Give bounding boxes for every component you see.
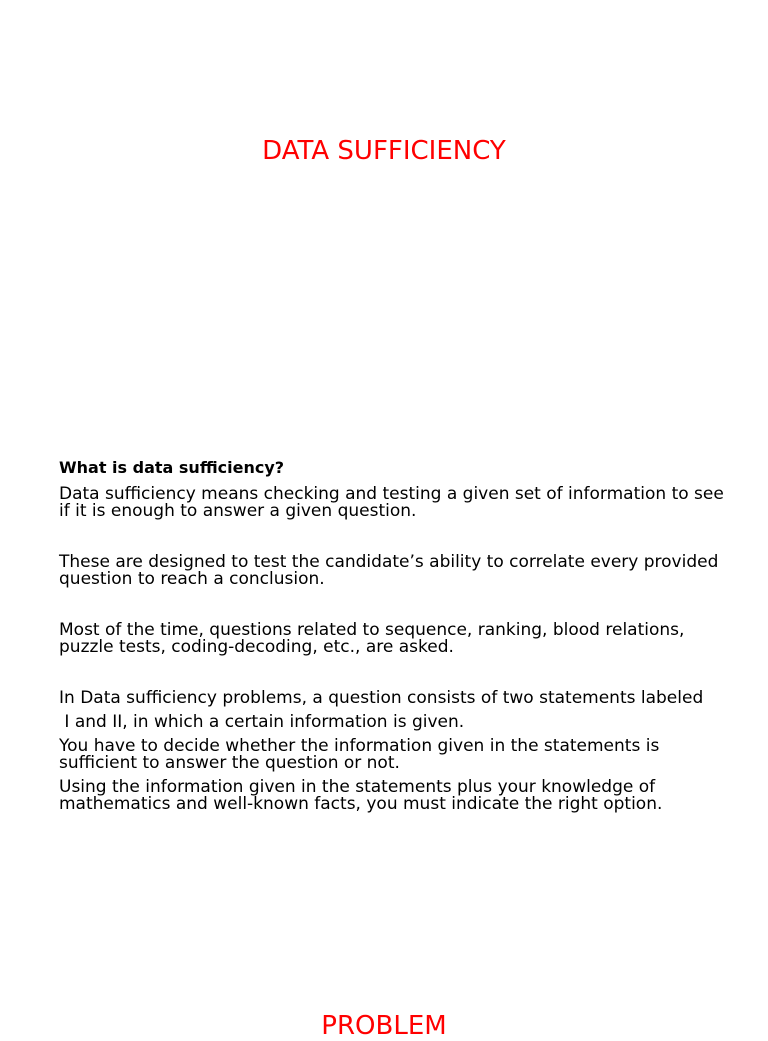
slide-body — [59, 456, 739, 813]
paragraph-problem-structure: In Data sufficiency problems, a question consists of two statements labeled — [59, 688, 704, 708]
paragraph-using-info: Using the information given in the statements plus your knowledge of mathematics and well-known facts, you must indicate the right option. — [59, 777, 663, 814]
section-heading: What is data sufficiency? — [59, 458, 285, 477]
paragraph-purpose: These are designed to test the candidate’s ability to correlate every provided question to reach a conclusion. — [59, 552, 719, 589]
paragraph-statements-label: I and II, in which a certain information is given. — [59, 712, 465, 732]
slide-title: DATA SUFFICIENCY — [262, 136, 506, 166]
paragraph-definition: Data sufficiency means checking and testing a given set of information to see if it is enough to answer a given question. — [59, 484, 724, 521]
next-slide-title: PROBLEM — [321, 1011, 447, 1041]
paragraph-decide: You have to decide whether the information given in the statements is sufficient to answer the question or not. — [59, 736, 660, 773]
paragraph-question-types: Most of the time, questions related to sequence, ranking, blood relations, puzzle tests, coding-decoding, etc., are asked. — [59, 620, 685, 657]
